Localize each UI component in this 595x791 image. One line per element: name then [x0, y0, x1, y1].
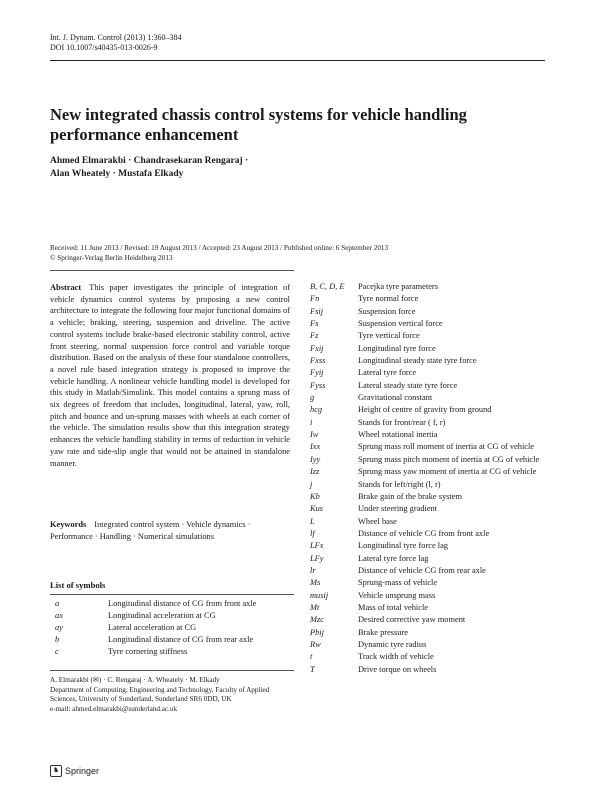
symbol-row	[310, 553, 550, 565]
author-list	[50, 155, 450, 181]
symbol: Fsij	[310, 306, 324, 316]
symbol: c	[55, 647, 59, 657]
symbol: Izz	[310, 467, 320, 477]
list-of-symbols-right	[310, 281, 550, 676]
symbol-row	[310, 466, 550, 478]
symbol-description: Lateral acceleration at CG	[108, 623, 197, 633]
symbol-row	[50, 634, 300, 646]
symbol: Iyy	[310, 454, 321, 464]
journal-citation: Int. J. Dynam. Control (2013) 1:360–384	[50, 33, 182, 42]
symbol: LFx	[310, 541, 324, 551]
symbol-description: Distance of vehicle CG from rear axle	[358, 565, 486, 575]
symbol-description: Distance of vehicle CG from front axle	[358, 528, 490, 538]
symbols-rule	[50, 594, 294, 595]
symbol-row	[310, 565, 550, 577]
footnote-affiliation: Department of Computing, Engineering and Technology, Faculty of Applied Sciences, University of Sunderland, Sunderland SR6 0DD, UK	[50, 685, 270, 704]
doi: DOI 10.1007/s40435-013-0026-9	[50, 43, 158, 52]
symbol-row	[310, 454, 550, 466]
footnote-email: e-mail: ahmed.elmarakbi@sunderland.ac.uk	[50, 704, 178, 713]
symbol: Fyij	[310, 368, 324, 378]
symbol: lr	[310, 565, 316, 575]
symbol-description: Sprung mass yaw moment of inertia at CG of vehicle	[358, 467, 537, 477]
journal-header	[50, 33, 182, 53]
symbol: L	[310, 516, 315, 526]
symbol-row	[310, 293, 550, 305]
publisher-logo	[50, 765, 99, 777]
symbol: a	[55, 599, 60, 608]
keywords-text: Integrated control system · Vehicle dynamics · Performance · Handling · Numerical simulations	[50, 520, 251, 541]
symbol-description: Brake gain of the brake system	[358, 491, 462, 501]
symbol: lf	[310, 528, 315, 538]
symbol: Ms	[310, 578, 321, 588]
symbol-row	[310, 330, 550, 342]
symbol-description: Desired corrective yaw moment	[358, 615, 466, 625]
symbol: Kb	[310, 491, 320, 501]
symbol-row	[310, 664, 550, 676]
symbol-row	[310, 577, 550, 589]
abstract-label: Abstract	[50, 283, 82, 292]
symbol-description: Lateral tyre force	[358, 368, 417, 378]
symbol-description: Longitudinal steady state tyre force	[358, 356, 477, 366]
dates-line: Received: 11 June 2013 / Revised: 19 August 2013 / Accepted: 23 August 2013 / Published online: 6 September 2013	[50, 244, 389, 252]
symbol-row	[310, 343, 550, 355]
symbol-row	[310, 614, 550, 626]
symbol: t	[310, 652, 313, 662]
symbol-description: Longitudinal acceleration at CG	[108, 611, 216, 621]
symbol: Ixx	[310, 442, 321, 452]
symbol-description: Under steering gradient	[358, 504, 438, 514]
symbol: Pbij	[310, 627, 324, 637]
symbol-description: Wheel base	[358, 516, 397, 526]
symbol: musij	[310, 590, 329, 600]
symbol-description: Longitudinal distance of CG from rear axle	[108, 635, 254, 645]
symbol-description: Suspension force	[358, 306, 416, 316]
keywords-label: Keywords	[50, 520, 87, 529]
symbol-description: Dynamic tyre radius	[358, 639, 427, 649]
symbol-row	[310, 651, 550, 663]
symbol-description: Track width of vehicle	[358, 652, 434, 662]
symbol: Iw	[310, 430, 319, 440]
symbol: B, C, D, E	[310, 282, 345, 291]
symbol: Fyss	[310, 380, 326, 390]
symbol: Fxss	[310, 356, 326, 366]
publication-history	[50, 243, 550, 263]
symbol-description: Height of centre of gravity from ground	[358, 405, 492, 415]
symbol-description: Longitudinal tyre force lag	[358, 541, 448, 551]
symbol-description: Tyre normal force	[358, 294, 419, 304]
symbol: j	[310, 479, 313, 489]
publisher-name: Springer	[65, 766, 100, 776]
symbol-row	[310, 392, 550, 404]
symbol: g	[310, 393, 315, 403]
symbol-row	[50, 610, 300, 622]
symbol: hcg	[310, 405, 323, 415]
symbol-description: Longitudinal distance of CG from front axle	[108, 599, 257, 608]
author-footnote	[50, 676, 294, 714]
symbol: T	[310, 664, 315, 674]
authors-line-2: Alan Wheately · Mustafa Elkady	[50, 169, 184, 179]
symbol: Rw	[310, 639, 321, 649]
abstract	[50, 282, 290, 469]
copyright-line: © Springer-Verlag Berlin Heidelberg 2013	[50, 254, 173, 262]
symbol-description: Vehicle unsprung mass	[358, 590, 436, 600]
abstract-text: This paper investigates the principle of integration of vehicle dynamics control systems by proposing a new control architecture to integrate the following four major functional domains of a vehicle; braking, steering, suspension and driveline. The active control systems include brake-based electronic stability control, active front steering, normal suspension force control and variable torque distribution. Based on the analysis of these four standalone controllers, a novel rule based integration strategy is proposed to improve the vehicle handling. A nonlinear vehicle handling model is developed for this study in Matlab/Simulink. This model contains a sprung mass of six degrees of freedom that includes, longitudinal, lateral, yaw, roll, pitch and bounce and un-sprung masses with wheels at each corner of the vehicle. The simulation results show that this integration strategy enhances the vehicle handling stability in terms of reduction in vehicle yaw rate and side-slip angle that would not be attained in standalone manner.	[50, 283, 290, 468]
symbol-description: Wheel rotational inertia	[358, 430, 438, 440]
symbol-description: Brake pressure	[358, 627, 408, 637]
symbol-row	[310, 479, 550, 491]
symbol-description: Lateral steady state tyre force	[358, 380, 458, 390]
symbol: ax	[55, 611, 63, 621]
symbol: Kus	[310, 504, 324, 514]
symbol-row	[310, 528, 550, 540]
symbol-row	[310, 417, 550, 429]
symbol-description: Suspension vertical force	[358, 319, 443, 329]
symbol: Fxij	[310, 343, 324, 353]
symbol-row	[310, 639, 550, 651]
symbol: Fz	[310, 331, 319, 341]
symbol-row	[310, 404, 550, 416]
symbol-row	[310, 503, 550, 515]
symbol-row	[310, 367, 550, 379]
symbol-description: Drive torque on wheels	[358, 664, 437, 674]
symbol: Mzc	[310, 615, 324, 625]
symbol-row	[310, 516, 550, 528]
symbol-row	[310, 355, 550, 367]
symbol-description: Sprung mass pitch moment of inertia at CG of vehicle	[358, 454, 540, 464]
authors-line-1: Ahmed Elmarakbi · Chandrasekaran Rengaraj ·	[50, 156, 249, 166]
footnote-authors: A. Elmarakbi (✉) · C. Rengaraj · A. Wheately · M. Elkady	[50, 676, 220, 684]
symbol: Mt	[310, 602, 320, 612]
abstract-rule	[50, 270, 294, 271]
footnote-rule	[50, 670, 294, 671]
header-rule	[50, 60, 545, 61]
symbol-row	[50, 622, 300, 634]
symbol: Fs	[310, 319, 319, 329]
symbol-description: Longitudinal tyre force	[358, 343, 436, 353]
symbol-description: Stands for left/right (l, r)	[358, 479, 441, 489]
symbol-row	[310, 540, 550, 552]
symbol-description: Pacejka tyre parameters	[358, 282, 438, 291]
symbol-row	[310, 306, 550, 318]
symbol-description: Tyre vertical force	[358, 331, 420, 341]
symbol: ay	[55, 623, 63, 633]
symbol-description: Lateral tyre force lag	[358, 553, 429, 563]
list-of-symbols-title: List of symbols	[50, 580, 106, 590]
paper-title: New integrated chassis control systems for vehicle handling performance enhancement	[50, 105, 467, 144]
symbol-row	[50, 598, 300, 610]
symbol-description: Stands for front/rear ( f, r)	[358, 417, 446, 427]
symbol: i	[310, 417, 313, 427]
symbol-row	[310, 441, 550, 453]
symbol-row	[310, 491, 550, 503]
symbol-row	[310, 602, 550, 614]
springer-horse-icon: ♞	[50, 765, 62, 777]
symbol-description: Gravitational constant	[358, 393, 433, 403]
symbol-row	[50, 646, 300, 658]
symbol: Fn	[310, 294, 320, 304]
symbol: b	[55, 635, 60, 645]
symbol-row	[310, 380, 550, 392]
symbol: LFy	[310, 553, 324, 563]
symbol-row	[310, 429, 550, 441]
keywords	[50, 519, 290, 542]
symbol-description: Sprung mass roll moment of inertia at CG of vehicle	[358, 442, 535, 452]
symbol-row	[310, 318, 550, 330]
list-of-symbols-left	[50, 598, 300, 658]
symbol-description: Tyre cornering stiffness	[108, 647, 188, 657]
symbol-row	[310, 627, 550, 639]
symbol-description: Mass of total vehicle	[358, 602, 429, 612]
symbol-description: Sprung-mass of vehicle	[358, 578, 438, 588]
symbol-row	[310, 281, 550, 293]
symbol-row	[310, 590, 550, 602]
